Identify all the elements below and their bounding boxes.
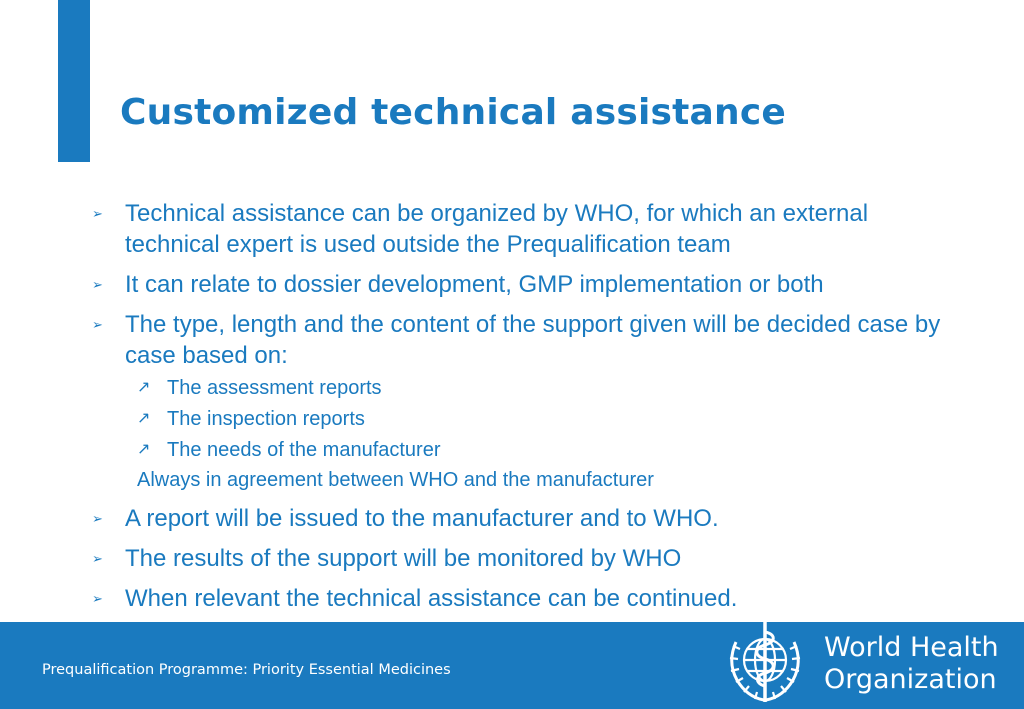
bullet-item [92, 269, 962, 300]
diagonal-arrow-icon: ↗ [137, 379, 151, 396]
who-logotype [824, 632, 999, 696]
arrow-bullet-icon: ➢ [92, 551, 103, 566]
bullet-text: Technical assistance can be organized by WHO, for which an external technical expert is used outside the Prequalification team [125, 200, 869, 258]
sub-bullet-item [92, 406, 962, 432]
sub-bullet-text: The inspection reports [167, 408, 365, 430]
arrow-bullet-icon: ➢ [92, 206, 103, 221]
who-emblem-icon [720, 618, 810, 708]
sub-bullet-text: The needs of the manufacturer [167, 439, 441, 461]
bullet-text: The type, length and the content of the support given will be decided case by case based on: [125, 311, 941, 369]
footer-programme-text: Prequalification Programme: Priority Essential Medicines [42, 662, 451, 678]
bullet-item [92, 198, 962, 260]
diagonal-arrow-icon: ↗ [137, 441, 151, 458]
arrow-bullet-icon: ➢ [92, 591, 103, 606]
bullet-text: A report will be issued to the manufacturer and to WHO. [125, 505, 719, 532]
accent-bar [58, 0, 90, 162]
diagonal-arrow-icon: ↗ [137, 410, 151, 427]
bullet-item [92, 583, 962, 614]
slide-title: Customized technical assistance [120, 92, 787, 133]
bullet-list [92, 198, 962, 623]
sub-bullet-item [92, 375, 962, 401]
bullet-item [92, 503, 962, 534]
bullet-text: When relevant the technical assistance can be continued. [125, 585, 738, 612]
bullet-item [92, 309, 962, 371]
bullet-item [92, 543, 962, 574]
agreement-note: Always in agreement between WHO and the manufacturer [137, 469, 654, 491]
arrow-bullet-icon: ➢ [92, 277, 103, 292]
who-logotype-line1: World Health [824, 632, 999, 663]
who-logotype-line2: Organization [824, 664, 997, 695]
bullet-text: It can relate to dossier development, GMP implementation or both [125, 271, 824, 298]
bullet-text: The results of the support will be monitored by WHO [125, 545, 682, 572]
sub-bullet-item [92, 437, 962, 463]
sub-bullet-text: The assessment reports [167, 377, 382, 399]
arrow-bullet-icon: ➢ [92, 511, 103, 526]
arrow-bullet-icon: ➢ [92, 317, 103, 332]
